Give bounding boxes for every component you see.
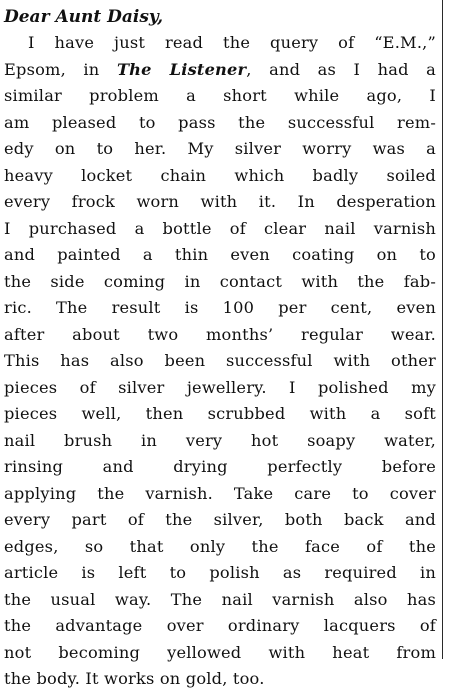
text-run: , and as I had a (246, 59, 436, 79)
text-run: I have just read the query of “E.M.,” (28, 33, 436, 52)
text-run: ric. The result is 100 per cent, even (4, 298, 436, 317)
salutation: Dear Aunt Daisy, (4, 7, 164, 27)
text-run: I purchased a bottle of clear nail varnish (4, 218, 436, 238)
body-line (4, 57, 436, 84)
text-run: Epsom, in (4, 59, 117, 79)
body-line (4, 428, 436, 455)
body-line (4, 640, 436, 667)
text-run: pieces well, then scrubbed with a soft (4, 404, 436, 423)
column-rule (442, 0, 443, 659)
text-run: This has also been successful with other (4, 351, 436, 370)
body-line (4, 481, 436, 508)
text-run: and painted a thin even coating on to (4, 245, 436, 264)
body-line (4, 295, 436, 322)
text-run: heavy locket chain which badly soiled (4, 165, 436, 185)
text-run: nail brush in very hot soapy water, (4, 430, 436, 450)
text-run: am pleased to pass the successful rem- (4, 112, 436, 132)
text-run: pieces of silver jewellery. I polished my (4, 377, 436, 397)
body-line (4, 216, 436, 243)
body-line (4, 454, 436, 481)
text-run: article is left to polish as required in (4, 563, 436, 582)
body-line (4, 83, 436, 110)
body-line (4, 322, 436, 349)
body-line (4, 613, 436, 640)
body-line (4, 507, 436, 534)
text-run: applying the varnish. Take care to cover (4, 483, 436, 503)
text-run: after about two months’ regular wear. (4, 324, 436, 344)
body-line (4, 30, 436, 57)
text-run: similar problem a short while ago, I (4, 86, 436, 105)
text-run: every part of the silver, both back and (4, 510, 436, 529)
body-line (4, 666, 436, 693)
body-line (4, 375, 436, 402)
text-run: the body. It works on gold, too. (4, 669, 265, 688)
body-line (4, 560, 436, 587)
text-run: every frock worn with it. In desperation (4, 192, 436, 211)
body-line (4, 189, 436, 216)
text-run: edy on to her. My silver worry was a (4, 139, 436, 158)
body-line (4, 242, 436, 269)
body-line (4, 163, 436, 190)
text-run: edges, so that only the face of the (4, 536, 436, 556)
letter-to-aunt-daisy (4, 6, 436, 693)
body-line (4, 587, 436, 614)
body-line (4, 269, 436, 296)
body-line (4, 110, 436, 137)
text-run: the side coming in contact with the fab- (4, 271, 436, 291)
body-line (4, 136, 436, 163)
text-run: the advantage over ordinary lacquers of (4, 616, 436, 635)
text-run: not becoming yellowed with heat from (4, 642, 436, 662)
text-run: the usual way. The nail varnish also has (4, 589, 436, 609)
text-run: rinsing and drying perfectly before (4, 457, 436, 476)
publication-title: The Listener (116, 59, 247, 79)
body-line (4, 401, 436, 428)
body-line (4, 534, 436, 561)
body-line (4, 348, 436, 375)
